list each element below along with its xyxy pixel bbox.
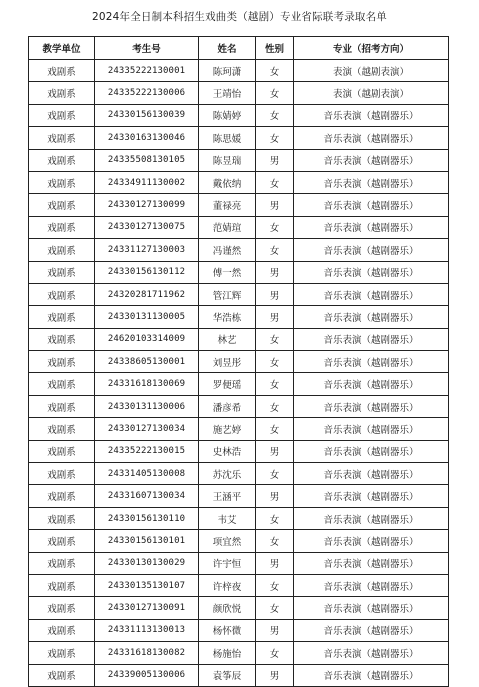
cell-name: 潘彦希 — [199, 395, 256, 417]
table-row — [29, 127, 449, 149]
cell-name: 陈婧婷 — [199, 104, 256, 126]
cell-name: 许梓夜 — [199, 574, 256, 596]
cell-exam-number: 24334911130002 — [95, 171, 199, 193]
cell-gender: 女 — [256, 60, 294, 82]
cell-major: 音乐表演（越剧器乐） — [294, 440, 449, 462]
table-row — [29, 328, 449, 350]
cell-name: 杨施怡 — [199, 642, 256, 664]
table-row — [29, 418, 449, 440]
table-row — [29, 485, 449, 507]
table-row — [29, 283, 449, 305]
cell-teaching-unit: 戏剧系 — [29, 597, 95, 619]
table-row — [29, 104, 449, 126]
cell-name: 冯谨然 — [199, 239, 256, 261]
table-row — [29, 619, 449, 641]
table-row — [29, 239, 449, 261]
cell-gender: 女 — [256, 642, 294, 664]
cell-exam-number: 24330131130006 — [95, 395, 199, 417]
cell-gender: 女 — [256, 239, 294, 261]
cell-major: 表演（越剧表演） — [294, 60, 449, 82]
cell-name: 范婧瑄 — [199, 216, 256, 238]
cell-teaching-unit: 戏剧系 — [29, 418, 95, 440]
cell-gender: 男 — [256, 194, 294, 216]
table-row — [29, 306, 449, 328]
cell-exam-number: 24335222130001 — [95, 60, 199, 82]
table-row — [29, 216, 449, 238]
cell-major: 音乐表演（越剧器乐） — [294, 171, 449, 193]
cell-teaching-unit: 戏剧系 — [29, 507, 95, 529]
cell-name: 刘昱彤 — [199, 351, 256, 373]
cell-major: 音乐表演（越剧器乐） — [294, 530, 449, 552]
cell-teaching-unit: 戏剧系 — [29, 373, 95, 395]
cell-teaching-unit: 戏剧系 — [29, 664, 95, 686]
cell-exam-number: 24330130130029 — [95, 552, 199, 574]
cell-exam-number: 24620103314009 — [95, 328, 199, 350]
cell-gender: 女 — [256, 127, 294, 149]
table-row — [29, 194, 449, 216]
cell-name: 苏沈乐 — [199, 463, 256, 485]
cell-teaching-unit: 戏剧系 — [29, 171, 95, 193]
cell-gender: 男 — [256, 149, 294, 171]
cell-major: 音乐表演（越剧器乐） — [294, 507, 449, 529]
cell-teaching-unit: 戏剧系 — [29, 216, 95, 238]
cell-major: 音乐表演（越剧器乐） — [294, 328, 449, 350]
cell-gender: 男 — [256, 485, 294, 507]
cell-gender: 男 — [256, 261, 294, 283]
cell-teaching-unit: 戏剧系 — [29, 440, 95, 462]
cell-name: 华浩栋 — [199, 306, 256, 328]
cell-gender: 女 — [256, 463, 294, 485]
table-row — [29, 82, 449, 104]
cell-exam-number: 24338605130001 — [95, 351, 199, 373]
cell-exam-number: 24330127130075 — [95, 216, 199, 238]
cell-major: 音乐表演（越剧器乐） — [294, 283, 449, 305]
cell-name: 杨怀微 — [199, 619, 256, 641]
cell-exam-number: 24331113130013 — [95, 619, 199, 641]
cell-exam-number: 24330131130005 — [95, 306, 199, 328]
header-teaching-unit: 教学单位 — [29, 37, 95, 60]
header-major: 专业（招考方向） — [294, 37, 449, 60]
cell-major: 音乐表演（越剧器乐） — [294, 619, 449, 641]
cell-teaching-unit: 戏剧系 — [29, 261, 95, 283]
table-body — [29, 60, 449, 687]
cell-exam-number: 24330127130091 — [95, 597, 199, 619]
cell-gender: 男 — [256, 306, 294, 328]
cell-gender: 女 — [256, 507, 294, 529]
cell-exam-number: 24335222130006 — [95, 82, 199, 104]
cell-name: 陈珂潇 — [199, 60, 256, 82]
cell-major: 音乐表演（越剧器乐） — [294, 574, 449, 596]
cell-teaching-unit: 戏剧系 — [29, 82, 95, 104]
cell-name: 林艺 — [199, 328, 256, 350]
cell-gender: 男 — [256, 283, 294, 305]
cell-name: 陈昱瑞 — [199, 149, 256, 171]
cell-gender: 男 — [256, 440, 294, 462]
cell-teaching-unit: 戏剧系 — [29, 463, 95, 485]
cell-gender: 女 — [256, 395, 294, 417]
table-row — [29, 149, 449, 171]
cell-teaching-unit: 戏剧系 — [29, 283, 95, 305]
cell-teaching-unit: 戏剧系 — [29, 552, 95, 574]
table-row — [29, 552, 449, 574]
table-header-row — [29, 37, 449, 60]
cell-exam-number: 24331127130003 — [95, 239, 199, 261]
cell-gender: 男 — [256, 664, 294, 686]
cell-teaching-unit: 戏剧系 — [29, 642, 95, 664]
cell-gender: 女 — [256, 574, 294, 596]
cell-exam-number: 24335508130105 — [95, 149, 199, 171]
cell-name: 袁筝辰 — [199, 664, 256, 686]
cell-teaching-unit: 戏剧系 — [29, 328, 95, 350]
cell-exam-number: 24330156130101 — [95, 530, 199, 552]
cell-teaching-unit: 戏剧系 — [29, 619, 95, 641]
cell-teaching-unit: 戏剧系 — [29, 485, 95, 507]
cell-gender: 女 — [256, 373, 294, 395]
cell-gender: 女 — [256, 597, 294, 619]
cell-major: 音乐表演（越剧器乐） — [294, 149, 449, 171]
cell-major: 音乐表演（越剧器乐） — [294, 395, 449, 417]
cell-major: 音乐表演（越剧器乐） — [294, 642, 449, 664]
table-row — [29, 171, 449, 193]
cell-exam-number: 24331405130008 — [95, 463, 199, 485]
cell-major: 音乐表演（越剧器乐） — [294, 104, 449, 126]
cell-gender: 女 — [256, 418, 294, 440]
cell-gender: 女 — [256, 530, 294, 552]
cell-name: 戴依纳 — [199, 171, 256, 193]
cell-major: 表演（越剧表演） — [294, 82, 449, 104]
cell-teaching-unit: 戏剧系 — [29, 530, 95, 552]
cell-major: 音乐表演（越剧器乐） — [294, 664, 449, 686]
cell-name: 施艺婷 — [199, 418, 256, 440]
table-row — [29, 530, 449, 552]
cell-name: 史林浩 — [199, 440, 256, 462]
cell-teaching-unit: 戏剧系 — [29, 127, 95, 149]
header-name: 姓名 — [199, 37, 256, 60]
cell-teaching-unit: 戏剧系 — [29, 351, 95, 373]
cell-teaching-unit: 戏剧系 — [29, 574, 95, 596]
cell-major: 音乐表演（越剧器乐） — [294, 418, 449, 440]
cell-exam-number: 24335222130015 — [95, 440, 199, 462]
cell-name: 许宇恒 — [199, 552, 256, 574]
table-row — [29, 664, 449, 686]
table-row — [29, 574, 449, 596]
table-row — [29, 642, 449, 664]
table-row — [29, 597, 449, 619]
cell-name: 董禄亮 — [199, 194, 256, 216]
cell-name: 韦艾 — [199, 507, 256, 529]
header-gender: 性别 — [256, 37, 294, 60]
cell-teaching-unit: 戏剧系 — [29, 194, 95, 216]
cell-teaching-unit: 戏剧系 — [29, 60, 95, 82]
cell-teaching-unit: 戏剧系 — [29, 239, 95, 261]
cell-exam-number: 24330156130110 — [95, 507, 199, 529]
cell-gender: 女 — [256, 216, 294, 238]
cell-teaching-unit: 戏剧系 — [29, 395, 95, 417]
cell-name: 颜欣悦 — [199, 597, 256, 619]
cell-exam-number: 24330135130107 — [95, 574, 199, 596]
table-row — [29, 395, 449, 417]
cell-major: 音乐表演（越剧器乐） — [294, 373, 449, 395]
admission-table — [28, 36, 449, 687]
cell-exam-number: 24330163130046 — [95, 127, 199, 149]
cell-major: 音乐表演（越剧器乐） — [294, 127, 449, 149]
cell-major: 音乐表演（越剧器乐） — [294, 485, 449, 507]
cell-gender: 男 — [256, 552, 294, 574]
cell-name: 傅一然 — [199, 261, 256, 283]
cell-name: 王涵平 — [199, 485, 256, 507]
cell-teaching-unit: 戏剧系 — [29, 306, 95, 328]
cell-exam-number: 24330156130039 — [95, 104, 199, 126]
table-row — [29, 507, 449, 529]
cell-gender: 男 — [256, 619, 294, 641]
cell-name: 王靖怡 — [199, 82, 256, 104]
cell-exam-number: 24330127130034 — [95, 418, 199, 440]
cell-gender: 女 — [256, 351, 294, 373]
cell-gender: 女 — [256, 328, 294, 350]
cell-exam-number: 24330156130112 — [95, 261, 199, 283]
table-row — [29, 351, 449, 373]
cell-major: 音乐表演（越剧器乐） — [294, 239, 449, 261]
cell-exam-number: 24330127130099 — [95, 194, 199, 216]
page-title: 2024年全日制本科招生戏曲类（越剧）专业省际联考录取名单 — [91, 11, 388, 23]
header-exam-number: 考生号 — [95, 37, 199, 60]
table-row — [29, 60, 449, 82]
cell-name: 管江辉 — [199, 283, 256, 305]
table-row — [29, 261, 449, 283]
cell-name: 项宜然 — [199, 530, 256, 552]
cell-exam-number: 24331618130069 — [95, 373, 199, 395]
cell-major: 音乐表演（越剧器乐） — [294, 463, 449, 485]
cell-teaching-unit: 戏剧系 — [29, 149, 95, 171]
table-row — [29, 463, 449, 485]
cell-exam-number: 24331607130034 — [95, 485, 199, 507]
cell-gender: 女 — [256, 104, 294, 126]
cell-major: 音乐表演（越剧器乐） — [294, 261, 449, 283]
cell-exam-number: 24339005130006 — [95, 664, 199, 686]
cell-major: 音乐表演（越剧器乐） — [294, 351, 449, 373]
cell-name: 陈思媛 — [199, 127, 256, 149]
cell-major: 音乐表演（越剧器乐） — [294, 194, 449, 216]
cell-major: 音乐表演（越剧器乐） — [294, 552, 449, 574]
cell-exam-number: 24331618130082 — [95, 642, 199, 664]
cell-name: 罗便瑶 — [199, 373, 256, 395]
cell-gender: 女 — [256, 82, 294, 104]
cell-major: 音乐表演（越剧器乐） — [294, 216, 449, 238]
cell-gender: 女 — [256, 171, 294, 193]
table-row — [29, 440, 449, 462]
cell-teaching-unit: 戏剧系 — [29, 104, 95, 126]
cell-major: 音乐表演（越剧器乐） — [294, 306, 449, 328]
cell-major: 音乐表演（越剧器乐） — [294, 597, 449, 619]
table-row — [29, 373, 449, 395]
cell-exam-number: 24320281711962 — [95, 283, 199, 305]
